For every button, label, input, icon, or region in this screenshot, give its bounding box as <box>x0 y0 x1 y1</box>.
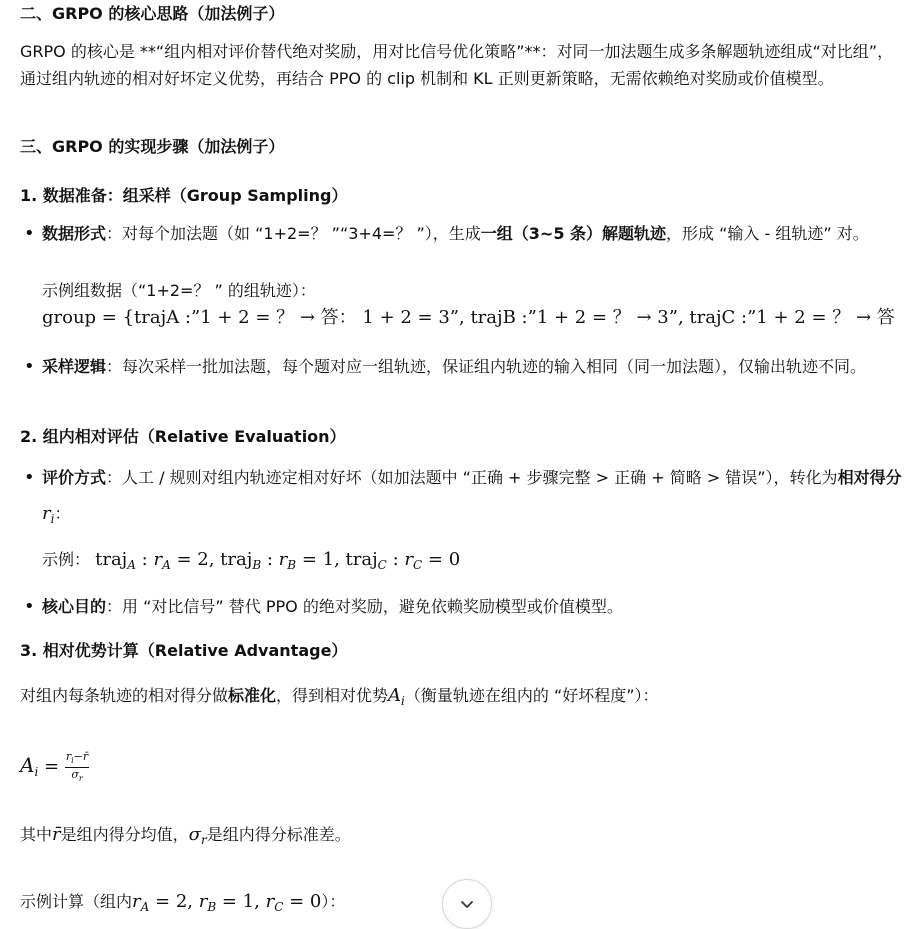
bullet-sampling-logic: • 采样逻辑：每次采样一批加法题，每个题对应一组轨迹，保证组内轨迹的输入相同（同一加法题），仅输出轨迹不同。 <box>42 352 906 382</box>
step-2-title: 2. 组内相对评估（Relative Evaluation） <box>20 427 346 446</box>
group-formula: group = {trajA :”1 + 2 = ？ → 答： 1 + 2 = 3”, trajB :”1 + 2 = ？ → 3”, trajC :”1 + 2 = ？ → 答 <box>42 307 895 328</box>
relative-score-example: 示例： traj$_A$ : $r_A = 2$, traj$_B$ : $r_B = 1$, traj$_C$ : $r_C = 0$ <box>42 549 461 572</box>
step-3-title: 3. 相对优势计算（Relative Advantage） <box>20 641 348 660</box>
scroll-down-button[interactable] <box>442 879 492 929</box>
bullet-label: 核心目的 <box>42 597 107 616</box>
step-1-title: 1. 数据准备：组采样（Group Sampling） <box>20 186 348 205</box>
bullet-dot: • <box>24 467 35 488</box>
example-calculation: 示例计算（组内$r_A = 2$, $r_B = 1$, $r_C = 0$）： <box>20 891 346 914</box>
bullet-core-purpose: • 核心目的：用 “对比信号” 替代 PPO 的绝对奖励，避免依赖奖励模型或价值模型。 <box>42 592 906 622</box>
bullet-dot: • <box>24 596 35 617</box>
chevron-down-icon <box>457 894 477 914</box>
section-heading-3: 三、GRPO 的实现步骤（加法例子） <box>20 137 285 156</box>
r-i-symbol: $r_i$ <box>42 503 55 526</box>
formula-explanation: 其中r̄是组内得分均值，$\sigma_r$是组内得分标准差。 <box>20 824 351 847</box>
bullet-label: 采样逻辑 <box>42 357 107 376</box>
bullet-eval-method: • 评价方式：人工 / 规则对组内轨迹定相对好坏（如加法题中 “正确 + 步骤完整 > 正确 + 简略 > 错误”），转化为相对得分$r_i$： <box>42 460 906 537</box>
advantage-formula: $A_i$ = $\frac{r_i-r̄}{\sigma_r}$ <box>20 749 89 784</box>
bullet-label: 数据形式 <box>42 224 107 243</box>
section-2-paragraph: GRPO 的核心是 **“组内相对评价替代绝对奖励，用对比信号优化策略”**：对同一加法题生成多条解题轨迹组成“对比组”，通过组内轨迹的相对好坏定义优势，再结合 PPO 的 clip 机制和 KL 正则更新策略，无需依赖绝对奖励或价值模型。 <box>20 42 894 88</box>
A-i-symbol: $A_i$ <box>388 685 405 708</box>
score-formula: traj$_A$ : $r_A = 2$, traj$_B$ : $r_B = 1$, traj$_C$ : $r_C = 0$ <box>95 549 461 572</box>
advantage-fraction: $\frac{r_i-r̄}{\sigma_r}$ <box>65 749 89 784</box>
section-heading-2: 二、GRPO 的核心思路（加法例子） <box>20 4 285 23</box>
bullet-dot: • <box>24 223 35 244</box>
step-3-paragraph: 对组内每条轨迹的相对得分做标准化，得到相对优势$A_i$（衡量轨迹在组内的 “好坏程度”）： <box>20 685 659 708</box>
bullet-label: 评价方式 <box>42 468 107 487</box>
bullet-data-format: • 数据形式：对每个加法题（如 “1+2=？ ”“3+4=？ ”），生成一组（3~5 条）解题轨迹，形成 “输入 - 组轨迹” 对。 <box>42 219 906 249</box>
example-group-intro: 示例组数据（“1+2=？ ” 的组轨迹）： <box>42 281 316 300</box>
bullet-dot: • <box>24 356 35 377</box>
